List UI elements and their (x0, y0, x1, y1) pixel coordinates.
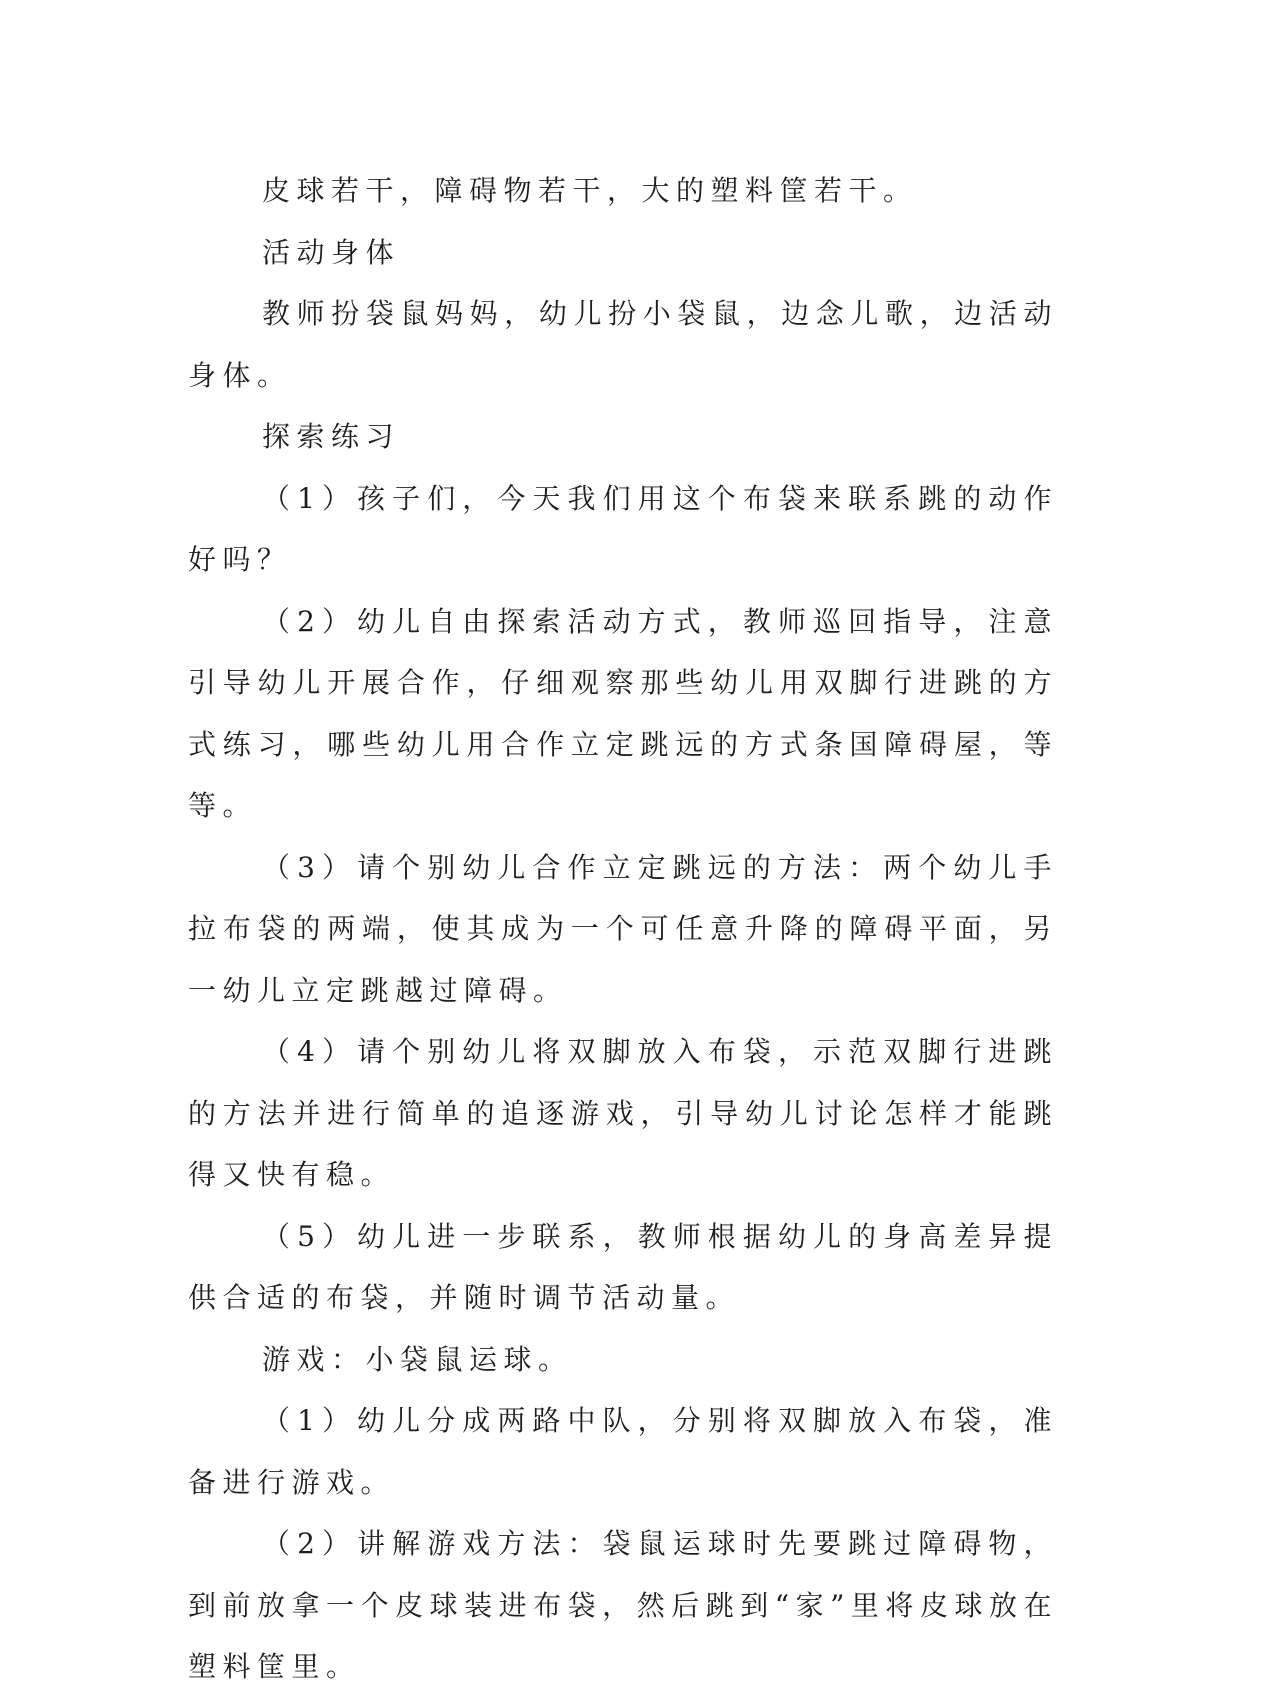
section-heading-warmup: 活动身体 (262, 235, 401, 269)
document-body (188, 160, 1058, 1698)
explore-step-3: （3）请个别幼儿合作立定跳远的方法：两个幼儿手拉布袋的两端，使其成为一个可任意升降的障碍平面，另一幼儿立定跳越过障碍。 (188, 850, 1058, 1007)
explore-step-1: （1）孩子们，今天我们用这个布袋来联系跳的动作好吗？ (188, 481, 1058, 576)
game-step-1: （1）幼儿分成两路中队，分别将双脚放入布袋，准备进行游戏。 (188, 1404, 1058, 1499)
explore-step-2: （2）幼儿自由探索活动方式，教师巡回指导，注意引导幼儿开展合作，仔细观察那些幼儿用双脚行进跳的方式练习，哪些幼儿用合作立定跳远的方式条国障碍屋，等等。 (188, 604, 1058, 822)
explore-step-4: （4）请个别幼儿将双脚放入布袋，示范双脚行进跳的方法并进行简单的追逐游戏，引导幼儿讨论怎样才能跳得又快有稳。 (188, 1035, 1058, 1191)
game-step-2: （2）讲解游戏方法：袋鼠运球时先要跳过障碍物，到前放拿一个皮球装进布袋，然后跳到“家”里将皮球放在塑料筐里。 (188, 1527, 1058, 1683)
section-heading-game: 游戏：小袋鼠运球。 (262, 1342, 573, 1376)
section-heading-explore: 探索练习 (262, 420, 401, 453)
materials-paragraph: 皮球若干，障碍物若干，大的塑料筐若干。 (262, 174, 918, 207)
warmup-paragraph: 教师扮袋鼠妈妈，幼儿扮小袋鼠，边念儿歌，边活动身体。 (188, 297, 1058, 392)
explore-step-5: （5）幼儿进一步联系，教师根据幼儿的身高差异提供合适的布袋，并随时调节活动量。 (188, 1219, 1058, 1314)
